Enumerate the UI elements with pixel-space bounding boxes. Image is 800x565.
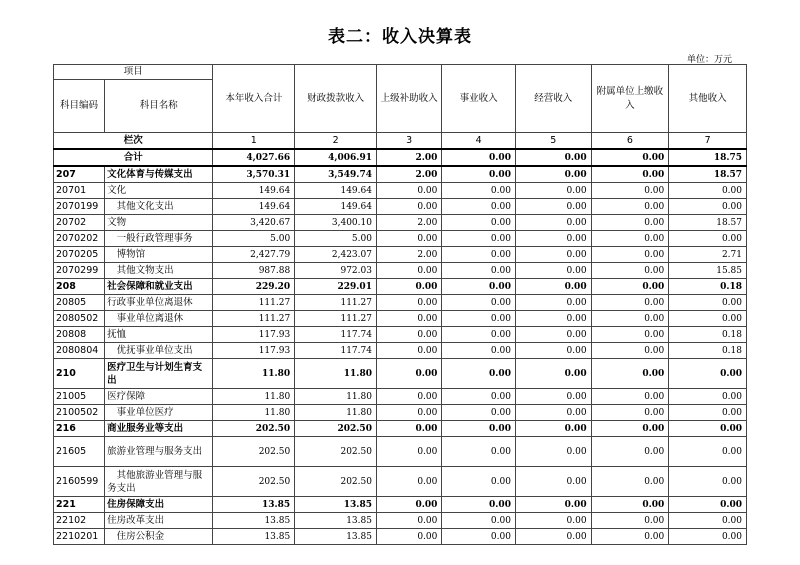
amount-cell: 0.00 [376,437,441,467]
amount-cell: 229.20 [213,279,295,295]
amount-cell: 11.80 [213,359,295,389]
amount-cell: 111.27 [213,311,295,327]
column-index: 5 [515,133,591,150]
column-index: 3 [376,133,441,150]
amount-cell: 13.85 [213,513,295,529]
table-row [54,247,747,263]
table-row [54,149,747,166]
amount-cell: 0.00 [442,421,516,437]
amount-cell: 0.00 [442,513,516,529]
amount-cell: 0.00 [515,405,591,421]
total-label: 合计 [54,149,213,166]
subject-name: 文化 [105,183,213,199]
amount-cell: 2,427.79 [213,247,295,263]
amount-cell: 13.85 [295,529,377,545]
amount-cell: 0.00 [442,327,516,343]
header-affiliated: 附属单位上缴收入 [591,65,669,133]
amount-cell: 18.57 [669,166,747,183]
subject-name: 优抚事业单位支出 [105,343,213,359]
amount-cell: 4,027.66 [213,149,295,166]
amount-cell: 0.00 [515,359,591,389]
amount-cell: 0.00 [669,311,747,327]
header-name: 科目名称 [105,80,213,133]
amount-cell: 2.00 [376,166,441,183]
amount-cell: 0.00 [515,327,591,343]
amount-cell: 0.00 [515,183,591,199]
amount-cell: 0.00 [669,295,747,311]
amount-cell: 0.00 [591,279,669,295]
amount-cell: 117.74 [295,343,377,359]
amount-cell: 0.00 [442,183,516,199]
amount-cell: 0.00 [515,199,591,215]
amount-cell: 0.00 [515,215,591,231]
amount-cell: 0.00 [591,421,669,437]
amount-cell: 0.00 [376,183,441,199]
amount-cell: 0.00 [442,215,516,231]
subject-code: 2100502 [54,405,105,421]
income-table [53,64,747,545]
subject-code: 2210201 [54,529,105,545]
amount-cell: 0.00 [591,311,669,327]
amount-cell: 149.64 [295,199,377,215]
subject-code: 2070205 [54,247,105,263]
amount-cell: 0.00 [442,295,516,311]
amount-cell: 0.00 [376,343,441,359]
subject-name: 博物馆 [105,247,213,263]
amount-cell: 987.88 [213,263,295,279]
header-fiscal: 财政拨款收入 [295,65,377,133]
header-business: 事业收入 [442,65,516,133]
header-item: 项目 [54,65,213,80]
amount-cell: 0.00 [376,295,441,311]
amount-cell: 11.80 [295,359,377,389]
table-row [54,513,747,529]
amount-cell: 0.00 [669,359,747,389]
amount-cell: 0.00 [591,359,669,389]
amount-cell: 0.00 [515,166,591,183]
subject-code: 2160599 [54,467,105,497]
amount-cell: 13.85 [213,529,295,545]
amount-cell: 13.85 [295,497,377,513]
amount-cell: 0.00 [376,529,441,545]
amount-cell: 18.57 [669,215,747,231]
header-code: 科目编码 [54,80,105,133]
amount-cell: 149.64 [295,183,377,199]
amount-cell: 0.00 [669,529,747,545]
amount-cell: 0.00 [442,231,516,247]
amount-cell: 0.00 [442,166,516,183]
amount-cell: 0.00 [591,231,669,247]
subject-name: 其他旅游业管理与服务支出 [105,467,213,497]
table-row [54,497,747,513]
amount-cell: 0.00 [515,529,591,545]
amount-cell: 149.64 [213,199,295,215]
amount-cell: 0.00 [669,389,747,405]
amount-cell: 117.93 [213,327,295,343]
table-row [54,327,747,343]
amount-cell: 0.00 [669,437,747,467]
amount-cell: 0.00 [376,467,441,497]
amount-cell: 149.64 [213,183,295,199]
amount-cell: 2.00 [376,215,441,231]
amount-cell: 0.00 [669,405,747,421]
amount-cell: 0.00 [442,279,516,295]
amount-cell: 0.00 [591,215,669,231]
amount-cell: 11.80 [213,389,295,405]
amount-cell: 15.85 [669,263,747,279]
amount-cell: 0.18 [669,279,747,295]
amount-cell: 0.00 [376,263,441,279]
subject-name: 抚恤 [105,327,213,343]
subject-name: 住房改革支出 [105,513,213,529]
amount-cell: 0.00 [442,467,516,497]
amount-cell: 11.80 [213,405,295,421]
subject-name: 文物 [105,215,213,231]
amount-cell: 0.00 [591,327,669,343]
table-row [54,263,747,279]
subject-name: 事业单位医疗 [105,405,213,421]
subject-name: 事业单位离退休 [105,311,213,327]
amount-cell: 0.00 [376,311,441,327]
amount-cell: 0.00 [515,295,591,311]
amount-cell: 0.00 [442,405,516,421]
header-other: 其他收入 [669,65,747,133]
amount-cell: 0.00 [591,247,669,263]
subject-code: 20805 [54,295,105,311]
amount-cell: 2.71 [669,247,747,263]
subject-code: 2070199 [54,199,105,215]
amount-cell: 11.80 [295,405,377,421]
amount-cell: 0.00 [669,467,747,497]
amount-cell: 0.00 [442,437,516,467]
amount-cell: 0.00 [515,437,591,467]
subject-name: 商业服务业等支出 [105,421,213,437]
amount-cell: 202.50 [295,421,377,437]
table-row [54,311,747,327]
amount-cell: 0.00 [515,497,591,513]
subject-code: 2080502 [54,311,105,327]
amount-cell: 0.00 [515,343,591,359]
amount-cell: 13.85 [213,497,295,513]
amount-cell: 0.00 [591,497,669,513]
amount-cell: 0.00 [591,405,669,421]
subject-name: 其他文物支出 [105,263,213,279]
subject-name: 行政事业单位离退休 [105,295,213,311]
amount-cell: 0.00 [376,497,441,513]
header-operating: 经营收入 [515,65,591,133]
amount-cell: 0.00 [669,199,747,215]
amount-cell: 229.01 [295,279,377,295]
subject-name: 文化体育与传媒支出 [105,166,213,183]
amount-cell: 0.00 [376,359,441,389]
amount-cell: 0.00 [515,263,591,279]
amount-cell: 2.00 [376,247,441,263]
amount-cell: 111.27 [213,295,295,311]
table-row [54,529,747,545]
amount-cell: 3,400.10 [295,215,377,231]
amount-cell: 0.00 [591,166,669,183]
subject-name: 旅游业管理与服务支出 [105,437,213,467]
amount-cell: 18.75 [669,149,747,166]
amount-cell: 0.00 [442,263,516,279]
amount-cell: 117.93 [213,343,295,359]
amount-cell: 0.00 [515,513,591,529]
amount-cell: 0.00 [669,183,747,199]
amount-cell: 0.00 [515,247,591,263]
subject-code: 2080804 [54,343,105,359]
amount-cell: 5.00 [213,231,295,247]
amount-cell: 0.00 [591,149,669,166]
subject-code: 20808 [54,327,105,343]
amount-cell: 0.00 [515,149,591,166]
amount-cell: 0.00 [515,231,591,247]
amount-cell: 0.00 [515,311,591,327]
table-row [54,343,747,359]
table-row [54,166,747,183]
amount-cell: 0.00 [591,389,669,405]
table-row [54,467,747,497]
subject-code: 216 [54,421,105,437]
amount-cell: 0.00 [442,529,516,545]
subject-name: 住房保障支出 [105,497,213,513]
amount-cell: 0.00 [442,389,516,405]
amount-cell: 4,006.91 [295,149,377,166]
subject-name: 住房公积金 [105,529,213,545]
table-row [54,199,747,215]
amount-cell: 111.27 [295,295,377,311]
table-row [54,421,747,437]
table-row [54,183,747,199]
subject-code: 2070202 [54,231,105,247]
table-row [54,437,747,467]
subject-name: 医疗卫生与计划生育支出 [105,359,213,389]
subject-code: 2070299 [54,263,105,279]
amount-cell: 0.00 [591,467,669,497]
amount-cell: 0.00 [442,311,516,327]
amount-cell: 0.00 [591,529,669,545]
amount-cell: 0.00 [442,149,516,166]
amount-cell: 0.00 [515,467,591,497]
amount-cell: 202.50 [295,437,377,467]
amount-cell: 0.00 [591,295,669,311]
amount-cell: 202.50 [213,437,295,467]
subject-code: 208 [54,279,105,295]
column-index: 7 [669,133,747,150]
amount-cell: 0.00 [669,497,747,513]
amount-cell: 202.50 [213,421,295,437]
subject-code: 21605 [54,437,105,467]
amount-cell: 3,549.74 [295,166,377,183]
subject-name: 一般行政管理事务 [105,231,213,247]
amount-cell: 0.00 [591,343,669,359]
amount-cell: 0.00 [442,497,516,513]
table-row [54,231,747,247]
amount-cell: 0.00 [591,513,669,529]
column-index-label: 栏次 [54,133,213,150]
amount-cell: 0.00 [376,199,441,215]
amount-cell: 0.00 [442,359,516,389]
amount-cell: 3,570.31 [213,166,295,183]
amount-cell: 0.00 [515,421,591,437]
amount-cell: 0.00 [669,231,747,247]
amount-cell: 202.50 [295,467,377,497]
subject-code: 207 [54,166,105,183]
amount-cell: 0.00 [591,199,669,215]
amount-cell: 0.00 [442,343,516,359]
table-row [54,359,747,389]
amount-cell: 202.50 [213,467,295,497]
subject-code: 21005 [54,389,105,405]
column-index: 4 [442,133,516,150]
amount-cell: 13.85 [295,513,377,529]
amount-cell: 0.00 [376,513,441,529]
amount-cell: 0.00 [442,199,516,215]
unit-label: 单位：万元 [686,55,732,65]
amount-cell: 0.00 [442,247,516,263]
header-total: 本年收入合计 [213,65,295,133]
amount-cell: 0.00 [669,513,747,529]
table-row [54,405,747,421]
subject-code: 22102 [54,513,105,529]
table-row [54,215,747,231]
amount-cell: 0.00 [376,327,441,343]
column-index: 2 [295,133,377,150]
amount-cell: 5.00 [295,231,377,247]
amount-cell: 3,420.67 [213,215,295,231]
amount-cell: 0.00 [515,389,591,405]
subject-name: 医疗保障 [105,389,213,405]
page-title: 表二：收入决算表 [328,27,472,47]
table-row [54,279,747,295]
amount-cell: 0.00 [669,421,747,437]
amount-cell: 11.80 [295,389,377,405]
column-index: 6 [591,133,669,150]
amount-cell: 111.27 [295,311,377,327]
amount-cell: 0.00 [591,263,669,279]
table-row [54,389,747,405]
subject-name: 社会保障和就业支出 [105,279,213,295]
amount-cell: 972.03 [295,263,377,279]
subject-code: 20702 [54,215,105,231]
amount-cell: 2.00 [376,149,441,166]
table-row [54,295,747,311]
subject-code: 20701 [54,183,105,199]
header-superior: 上级补助收入 [376,65,441,133]
amount-cell: 0.00 [376,279,441,295]
subject-code: 221 [54,497,105,513]
amount-cell: 0.00 [515,279,591,295]
amount-cell: 2,423.07 [295,247,377,263]
amount-cell: 0.00 [376,389,441,405]
column-index: 1 [213,133,295,150]
amount-cell: 0.00 [591,437,669,467]
subject-code: 210 [54,359,105,389]
amount-cell: 0.00 [376,421,441,437]
subject-name: 其他文化支出 [105,199,213,215]
amount-cell: 0.00 [376,405,441,421]
amount-cell: 0.18 [669,343,747,359]
amount-cell: 0.00 [591,183,669,199]
amount-cell: 0.18 [669,327,747,343]
amount-cell: 0.00 [376,231,441,247]
amount-cell: 117.74 [295,327,377,343]
